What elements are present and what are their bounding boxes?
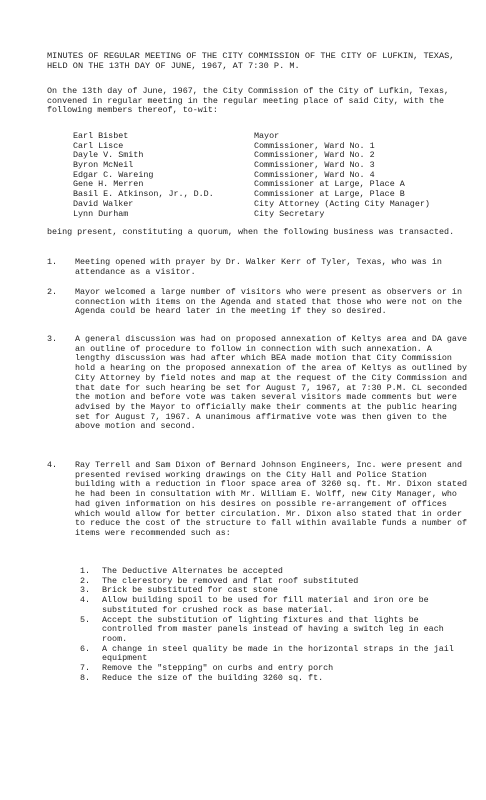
member-name: Byron McNeil bbox=[73, 160, 134, 171]
agenda-item bbox=[47, 258, 472, 277]
list-item-number: 1. bbox=[80, 566, 91, 576]
member-title: Commissioner, Ward No. 3 bbox=[254, 160, 375, 171]
list-item-text: Allow building spoil to be used for fill material and iron ore be substituted for crushed rock as base material. bbox=[102, 595, 429, 615]
list-item-number: 4. bbox=[80, 595, 91, 606]
list-item bbox=[80, 674, 470, 684]
member-title: Mayor bbox=[254, 131, 280, 141]
list-item bbox=[80, 616, 470, 645]
intro-paragraph: On the 13th day of June, 1967, the City Commission of the City of Lufkin, Texas, convened in regular meeting in the regular meeting place of said City, with the following members thereof, to-wit: bbox=[47, 86, 450, 116]
list-item-number: 2. bbox=[80, 575, 91, 586]
item-text: A general discussion was had on proposed annexation of Keltys area and DA gave an outline of procedure to follow in connection with such annexation. A lengthy discussion was had after which BEA made motion that City Commission hold a hearing on the proposed annexation of the area of Keltys as outlined by City Attorney by field notes and map at the request of the City Commission and that date for such hearing be set for August 7, 1967, at 7:30 P.M. CL seconded the motion and before vote was taken several visitors made comments but were advised by the Mayor to officially make their comments at the public hearing set for August 7, 1967. A unanimous affirmative vote was then given to the above motion and second. bbox=[75, 334, 468, 432]
item-number: 3. bbox=[47, 334, 58, 344]
member-title: Commissioner, Ward No. 1 bbox=[254, 140, 375, 151]
list-item-number: 7. bbox=[80, 663, 91, 674]
member-name: Dayle V. Smith bbox=[73, 150, 144, 161]
member-name: Edgar C. Wareing bbox=[73, 169, 154, 180]
member-name: David Walker bbox=[73, 198, 134, 209]
member-row bbox=[73, 210, 473, 220]
list-item-text: Accept the substitution of lighting fixtures and that lights be controlled from master panels instead of having a switch leg in each room. bbox=[102, 614, 444, 644]
list-item bbox=[80, 596, 470, 615]
item-number: 4. bbox=[47, 460, 58, 470]
members-roster bbox=[73, 132, 473, 219]
list-item-text: The clerestory be removed and flat roof substituted bbox=[102, 575, 359, 586]
list-item-text: Reduce the size of the building 3260 sq. ft. bbox=[102, 672, 324, 683]
member-name: Earl Bisbet bbox=[73, 131, 129, 141]
agenda-item bbox=[47, 288, 472, 317]
list-item-number: 5. bbox=[80, 614, 91, 625]
member-name: Lynn Durham bbox=[73, 208, 129, 219]
item-text: Ray Terrell and Sam Dixon of Bernard Johnson Engineers, Inc. were present and presented revised working drawings on the City Hall and Police Station building with a reduction in floor space area of 3260 sq. ft. Mr. Dixon stated he had been in consultation with Mr. William E. Wolff, new City Manager, who had given information on his desires on possible re-arrangement of offices which would allow for better circulation. Mr. Dixon also stated that in order to reduce the cost of the structure to fall within available funds a number of items were recommended such as: bbox=[75, 460, 468, 538]
list-item-text: Brick be substituted for cast stone bbox=[102, 585, 278, 596]
list-item bbox=[80, 645, 470, 664]
list-item-text: Remove the "stepping" on curbs and entry porch bbox=[102, 663, 334, 674]
agenda-item bbox=[47, 461, 472, 539]
recommendations-list bbox=[80, 567, 470, 683]
member-title: City Attorney (Acting City Manager) bbox=[254, 198, 430, 209]
list-item-number: 6. bbox=[80, 643, 91, 654]
list-item-number: 3. bbox=[80, 585, 91, 596]
agenda-item bbox=[47, 335, 472, 432]
list-item-text: A change in steel quality be made in the horizontal straps in the jail equipment bbox=[102, 643, 454, 664]
member-name: Gene H. Merren bbox=[73, 179, 144, 190]
member-title: Commissioner at Large, Place A bbox=[254, 179, 405, 190]
item-text: Meeting opened with prayer by Dr. Walker Kerr of Tyler, Texas, who was in attendance as a visitor. bbox=[75, 257, 442, 277]
member-title: Commissioner, Ward No. 4 bbox=[254, 169, 375, 180]
member-name: Carl Lisce bbox=[73, 140, 124, 151]
item-number: 2. bbox=[47, 287, 58, 297]
list-item-number: 8. bbox=[80, 672, 91, 683]
item-number: 1. bbox=[47, 257, 58, 267]
minutes-title: MINUTES OF REGULAR MEETING OF THE CITY COMMISSION OF THE CITY OF LUFKIN, TEXAS, HELD ON THE 13TH DAY OF JUNE, 1967, AT 7:30 P. M. bbox=[47, 51, 455, 71]
member-title: City Secretary bbox=[254, 208, 325, 219]
member-title: Commissioner at Large, Place B bbox=[254, 189, 405, 200]
list-item-text: The Deductive Alternates be accepted bbox=[102, 566, 283, 576]
member-name: Basil E. Atkinson, Jr., D.D. bbox=[73, 189, 214, 200]
member-title: Commissioner, Ward No. 2 bbox=[254, 150, 375, 161]
item-text: Mayor welcomed a large number of visitors who were present as observers or in connection with items on the Agenda and stated that those who were not on the Agenda could be heard later in the meeting if they so desired. bbox=[75, 287, 462, 317]
quorum-statement: being present, constituting a quorum, when the following business was transacted. bbox=[47, 227, 455, 237]
